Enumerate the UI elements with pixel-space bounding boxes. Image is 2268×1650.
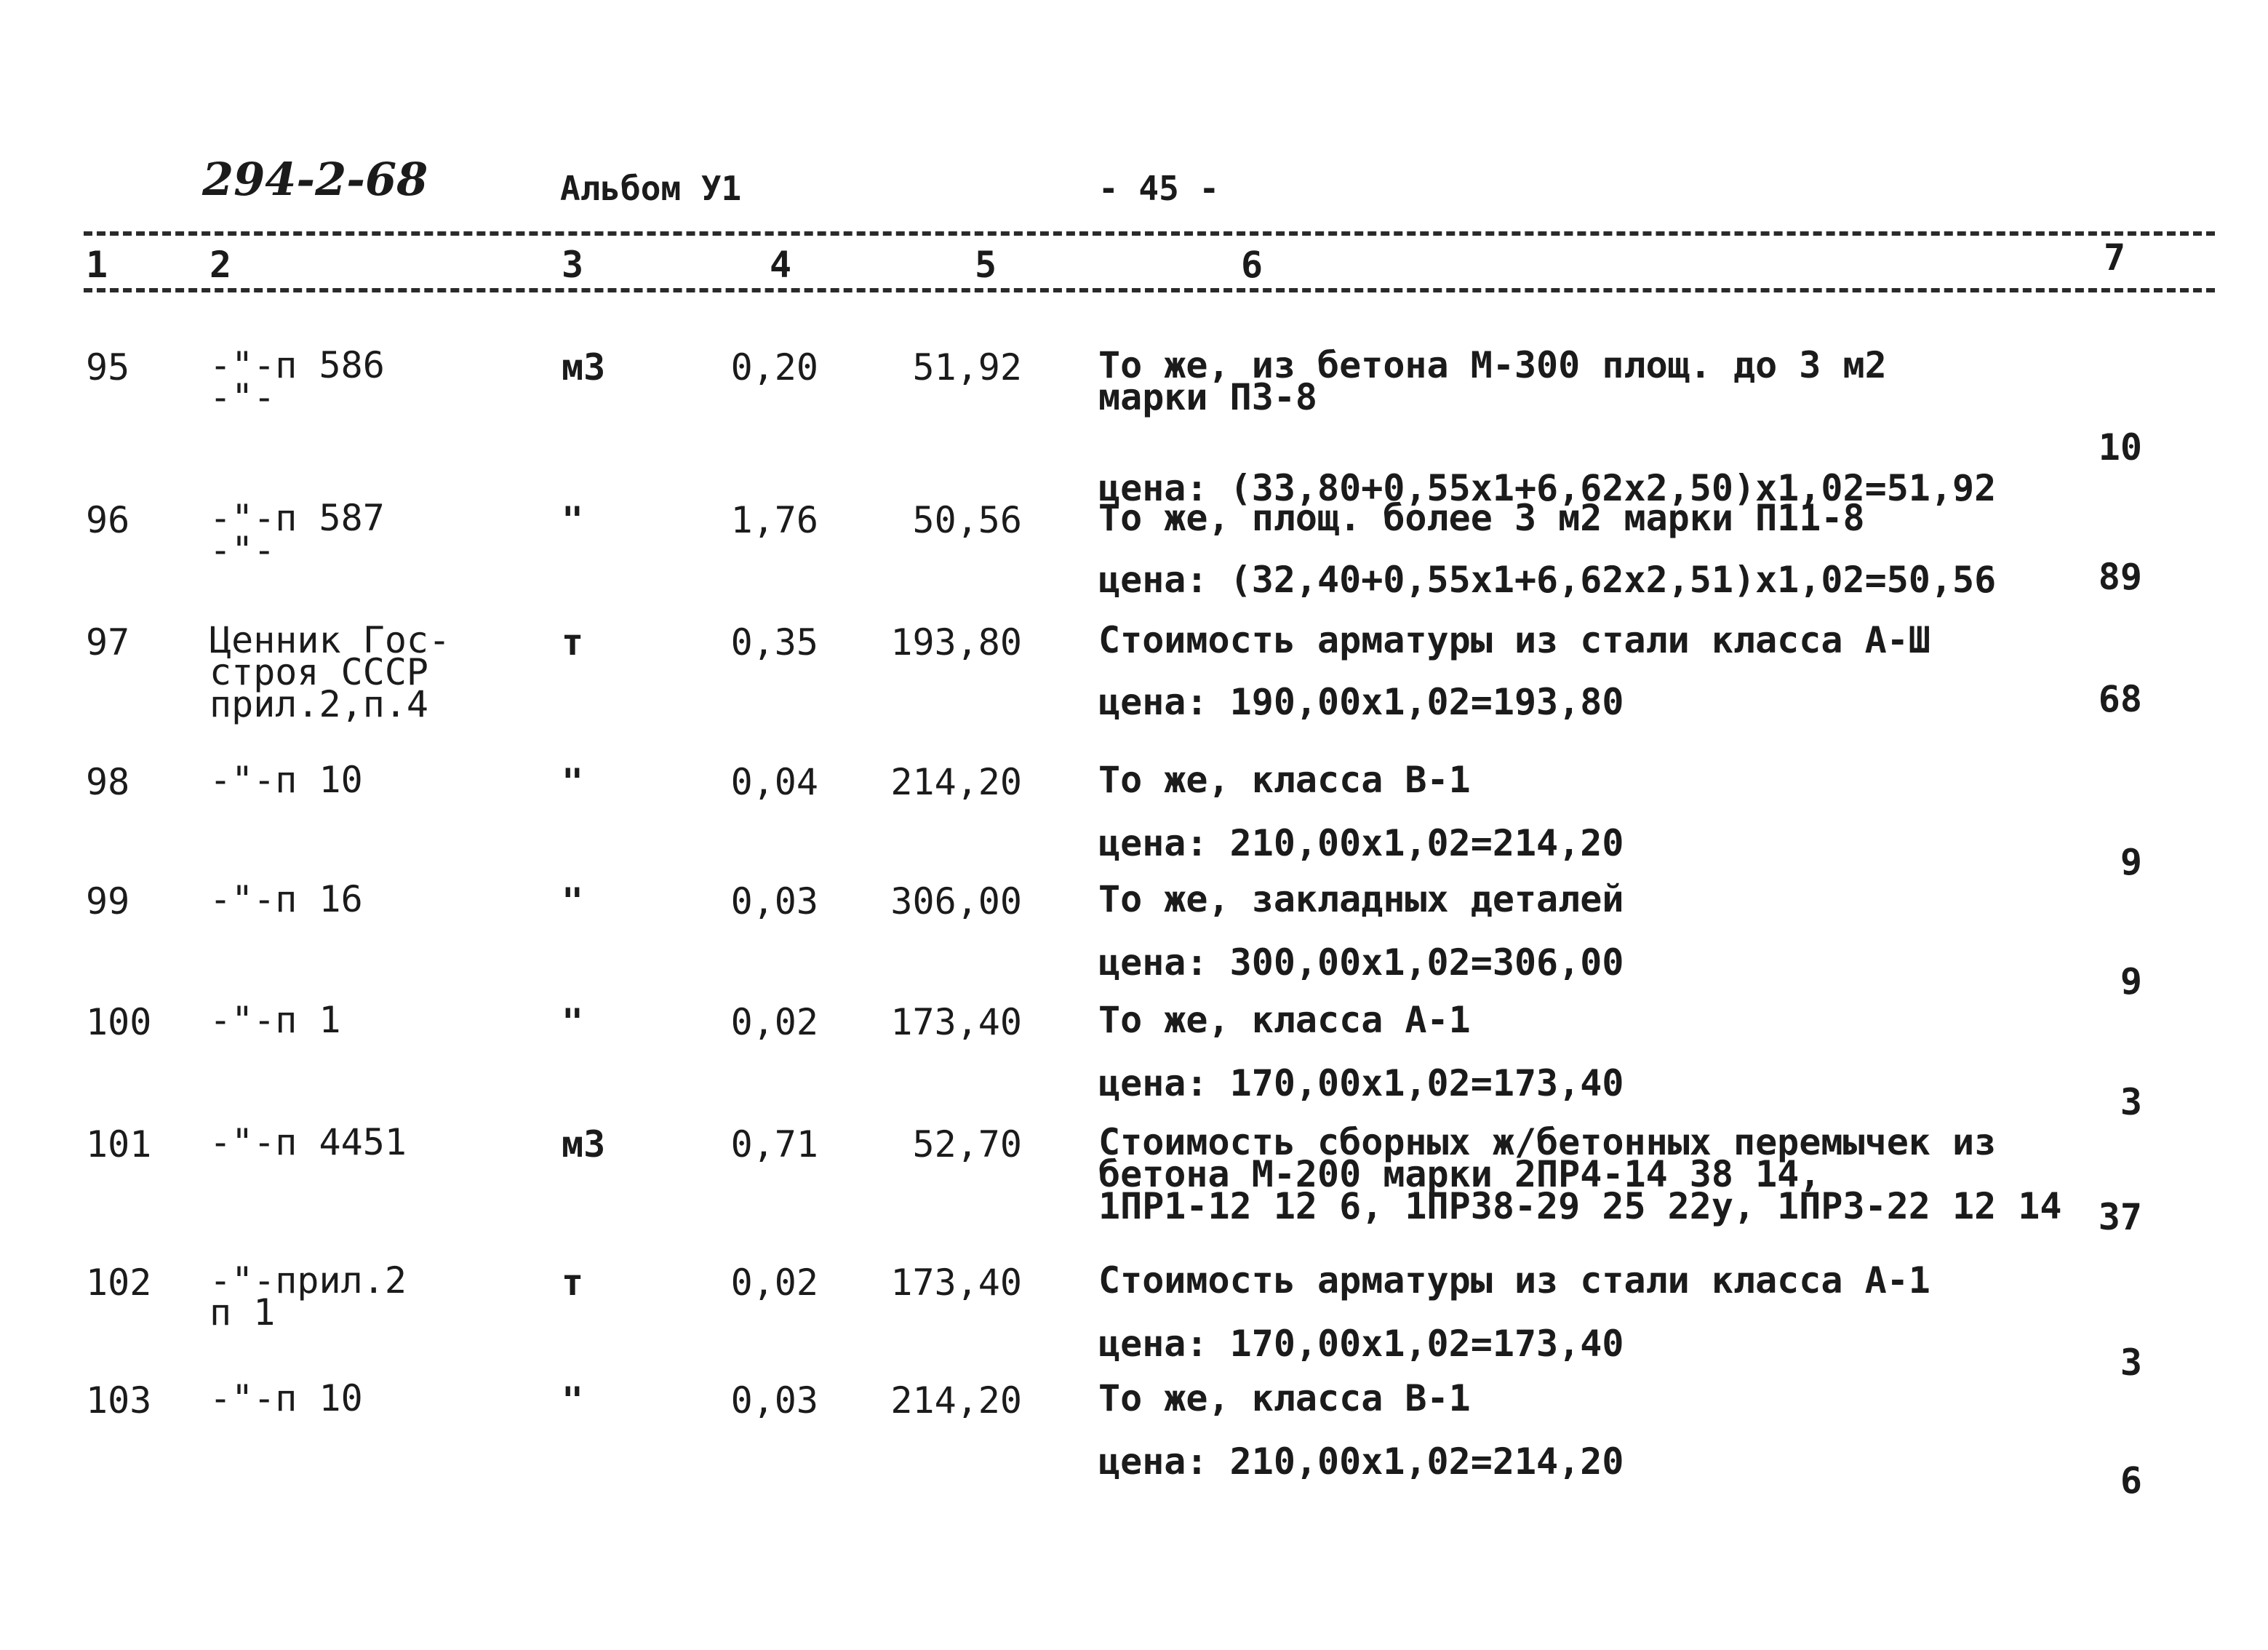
header-bottom-rule (84, 288, 2215, 292)
unit-price: 306,00 (890, 880, 1022, 922)
price-calculation: цена: (32,40+0,55х1+6,62х2,51)х1,02=50,56 (1098, 559, 1997, 601)
description (1098, 1121, 2062, 1227)
total-cost: 6 (2120, 1459, 2142, 1502)
description-line: Стоимость арматуры из стали класса А-Ш (1098, 619, 1930, 661)
description-line: марки П3-8 (1098, 376, 1318, 418)
column-number-6: 6 (1241, 244, 1263, 286)
description-line: То же, класса В-1 (1098, 1377, 1471, 1419)
reference-line: -"-п 587 (209, 497, 385, 539)
price-calculation: цена: 210,00х1,02=214,20 (1098, 822, 1624, 864)
description (1098, 344, 1887, 418)
description-line: То же, площ. более 3 м2 марки П11-8 (1098, 497, 1865, 539)
quantity: 1,76 (730, 499, 818, 541)
row-number: 101 (86, 1123, 152, 1165)
quantity: 0,02 (730, 1262, 818, 1304)
description-line: То же, класса В-1 (1098, 759, 1471, 801)
reference-line: -"-п 10 (209, 1377, 363, 1419)
description (1098, 1259, 1930, 1302)
unit: " (562, 1001, 584, 1043)
row-number: 95 (86, 346, 130, 388)
reference-line: -"- (209, 376, 276, 418)
unit-price: 52,70 (912, 1123, 1022, 1165)
unit: " (562, 1379, 584, 1422)
description (1098, 878, 1624, 920)
reference-line: -"-п 586 (209, 344, 385, 386)
row-number: 97 (86, 621, 130, 663)
unit: " (562, 761, 584, 803)
unit-price: 193,80 (890, 621, 1022, 663)
quantity: 0,20 (730, 346, 818, 388)
description-line: То же, из бетона М-300 площ. до 3 м2 (1098, 344, 1887, 386)
unit: м3 (562, 1123, 606, 1165)
price-calculation: цена: 170,00х1,02=173,40 (1098, 1062, 1624, 1104)
column-number-1: 1 (86, 244, 108, 286)
description (1098, 999, 1471, 1041)
total-cost: 9 (2120, 960, 2142, 1003)
reference-line: -"-п 1 (209, 999, 341, 1041)
quantity: 0,71 (730, 1123, 818, 1165)
unit: " (562, 880, 584, 922)
column-number-5: 5 (975, 244, 997, 286)
reference (209, 878, 363, 920)
column-number-7: 7 (2104, 236, 2126, 279)
unit-price: 173,40 (890, 1001, 1022, 1043)
reference-line: -"-прил.2 (209, 1259, 407, 1302)
reference-line: Ценник Гос- (209, 619, 451, 661)
quantity: 0,35 (730, 621, 818, 663)
reference-line: п 1 (209, 1291, 276, 1334)
reference (209, 999, 341, 1041)
reference (209, 344, 385, 418)
total-cost: 3 (2120, 1342, 2142, 1384)
reference (209, 1377, 363, 1419)
description-line: То же, класса А-1 (1098, 999, 1471, 1041)
unit: м3 (562, 346, 606, 388)
price-calculation: цена: 190,00х1,02=193,80 (1098, 681, 1624, 723)
unit-price: 51,92 (912, 346, 1022, 388)
reference-line: -"-п 16 (209, 878, 363, 920)
header-top-rule (84, 231, 2215, 236)
column-number-4: 4 (770, 244, 792, 286)
quantity: 0,04 (730, 761, 818, 803)
unit: т (562, 1262, 584, 1304)
price-calculation: цена: 300,00х1,02=306,00 (1098, 941, 1624, 984)
row-number: 98 (86, 761, 130, 803)
total-cost: 89 (2098, 556, 2142, 598)
reference-line: -"-п 10 (209, 759, 363, 801)
album-label: Альбом У1 (560, 169, 742, 208)
price-calculation: цена: (33,80+0,55х1+6,62х2,50)х1,02=51,92 (1098, 467, 1997, 509)
total-cost: 37 (2098, 1196, 2142, 1238)
reference-line: -"- (209, 529, 276, 571)
quantity: 0,03 (730, 1379, 818, 1422)
row-number: 103 (86, 1379, 152, 1422)
quantity: 0,02 (730, 1001, 818, 1043)
total-cost: 3 (2120, 1081, 2142, 1123)
unit: т (562, 621, 584, 663)
description-line: 1ПР1-12 12 6, 1ПР38-29 25 22у, 1ПР3-22 12 14 (1098, 1185, 2062, 1227)
reference (209, 619, 451, 725)
total-cost: 68 (2098, 678, 2142, 720)
description (1098, 759, 1471, 801)
description (1098, 619, 1930, 661)
row-number: 100 (86, 1001, 152, 1043)
column-number-3: 3 (562, 244, 584, 286)
unit-price: 214,20 (890, 761, 1022, 803)
unit-price: 50,56 (912, 499, 1022, 541)
description-line: Стоимость сборных ж/бетонных перемычек из (1098, 1121, 1997, 1163)
reference (209, 497, 385, 571)
row-number: 96 (86, 499, 130, 541)
row-number: 102 (86, 1262, 152, 1304)
reference-line: строя СССР (209, 651, 429, 693)
quantity: 0,03 (730, 880, 818, 922)
reference-line: прил.2,п.4 (209, 683, 429, 725)
document-number: 294-2-68 (202, 153, 428, 206)
reference (209, 759, 363, 801)
reference (209, 1259, 407, 1334)
description (1098, 1377, 1471, 1419)
reference (209, 1121, 407, 1163)
unit-price: 173,40 (890, 1262, 1022, 1304)
column-number-2: 2 (209, 244, 232, 286)
total-cost: 10 (2098, 426, 2142, 469)
row-number: 99 (86, 880, 130, 922)
price-calculation: цена: 210,00х1,02=214,20 (1098, 1440, 1624, 1483)
unit-price: 214,20 (890, 1379, 1022, 1422)
unit: " (562, 499, 584, 541)
description-line: То же, закладных деталей (1098, 878, 1624, 920)
page-number: - 45 - (1098, 169, 1220, 208)
total-cost: 9 (2120, 841, 2142, 883)
description (1098, 497, 1865, 539)
description-line: бетона М-200 марки 2ПР4-14 38 14, (1098, 1153, 1821, 1195)
price-calculation: цена: 170,00х1,02=173,40 (1098, 1323, 1624, 1365)
description-line: Стоимость арматуры из стали класса А-1 (1098, 1259, 1930, 1302)
reference-line: -"-п 4451 (209, 1121, 407, 1163)
